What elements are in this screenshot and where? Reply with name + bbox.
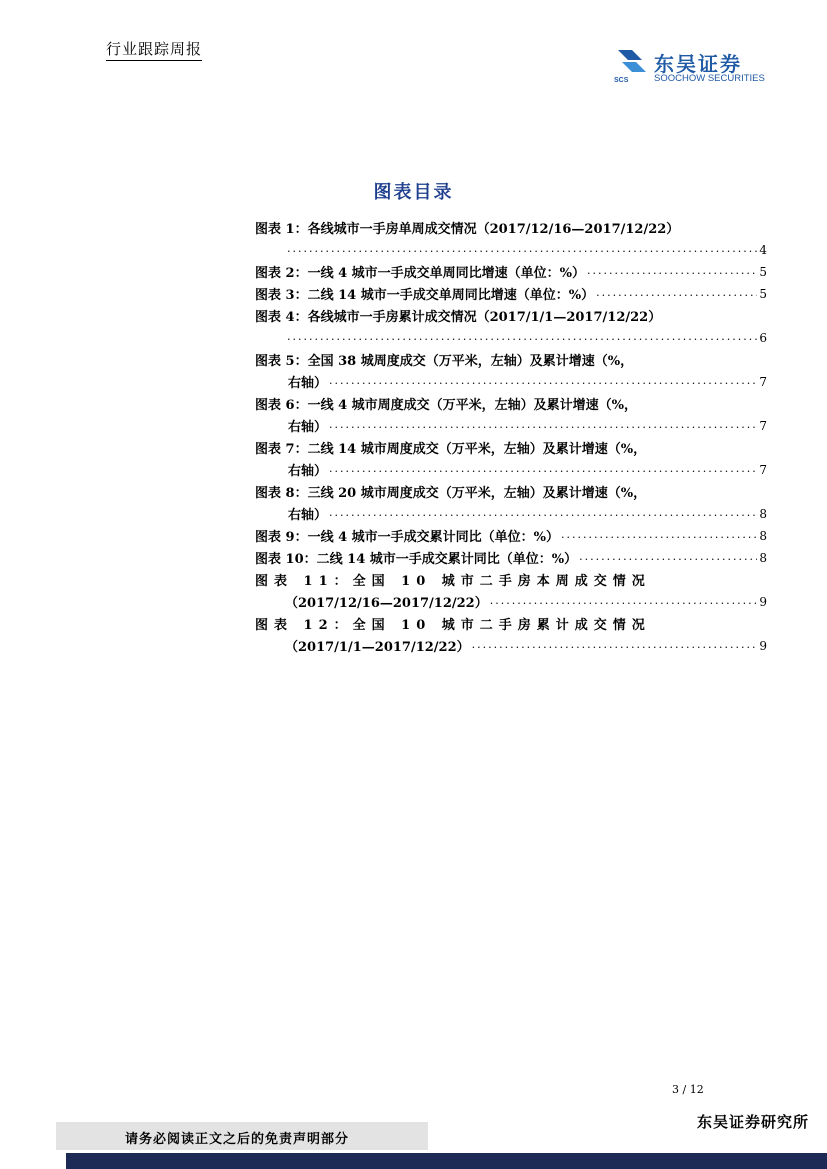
table-of-figures [255, 215, 767, 655]
toc-leader-dots [587, 264, 757, 277]
toc-page-number: 8 [759, 551, 767, 565]
toc-leader-dots [329, 374, 757, 387]
toc-entry-title: 图表 1：各线城市一手房单周成交情况（2017/12/16—2017/12/22） [255, 222, 680, 237]
toc-entry[interactable] [255, 281, 767, 303]
toc-entry[interactable] [255, 611, 767, 655]
toc-entry[interactable] [255, 215, 767, 259]
toc-entry[interactable] [255, 567, 767, 611]
toc-entry-title: 图表 10：二线 14 城市一手成交累计同比（单位：%） [255, 552, 578, 567]
toc-entry-title: 图表 8：三线 20 城市周度成交（万平米，左轴）及累计增速（%， [255, 486, 647, 501]
toc-page-number: 7 [759, 375, 767, 389]
toc-entry-title: 图表 11：全国 10 城市二手房本周成交情况 [255, 574, 651, 589]
toc-leader-dots [472, 638, 758, 651]
toc-page-number: 5 [759, 287, 767, 301]
toc-leader-dots [329, 462, 757, 475]
toc-entry-title-continued: 右轴） [288, 464, 328, 479]
toc-entry-title-continued: 右轴） [288, 420, 328, 435]
toc-page-number: 8 [759, 507, 767, 521]
toc-page-number: 7 [759, 463, 767, 477]
toc-entry-title: 图表 12：全国 10 城市二手房累计成交情况 [255, 618, 651, 633]
toc-page-number: 9 [759, 639, 767, 653]
toc-title: 图表目录 [373, 182, 454, 203]
toc-leader-dots [561, 528, 757, 541]
toc-entry[interactable] [255, 523, 767, 545]
toc-entry-title: 图表 4：各线城市一手房累计成交情况（2017/1/1—2017/12/22） [255, 310, 662, 325]
toc-entry-title-continued: 右轴） [288, 376, 328, 391]
toc-page-number: 9 [759, 595, 767, 609]
footer-organization: 东吴证券研究所 [697, 1113, 810, 1131]
logo-mark-text: SCS [614, 77, 629, 84]
toc-entry-title: 图表 6：一线 4 城市周度成交（万平米，左轴）及累计增速（%， [255, 398, 638, 413]
page-number: 3 / 12 [672, 1083, 704, 1096]
logo-name-en: SOOCHOW SECURITIES [654, 73, 765, 84]
toc-page-number: 5 [759, 265, 767, 279]
toc-page-number: 8 [759, 529, 767, 543]
toc-entry[interactable] [255, 435, 767, 479]
toc-entry-title-continued: （2017/12/16—2017/12/22） [285, 596, 488, 611]
toc-entry-title: 图表 9：一线 4 城市一手成交累计同比（单位：%） [255, 530, 560, 545]
report-type-label: 行业跟踪周报 [106, 38, 202, 61]
toc-entry[interactable] [255, 479, 767, 523]
toc-entry[interactable] [255, 391, 767, 435]
toc-entry[interactable] [255, 303, 767, 347]
toc-page-number: 7 [759, 419, 767, 433]
toc-entry-title-continued: 右轴） [288, 508, 328, 523]
disclaimer-text: 请务必阅读正文之后的免责声明部分 [125, 1132, 350, 1147]
toc-entry[interactable] [255, 347, 767, 391]
logo-name-cn: 东吴证券 [654, 52, 742, 76]
toc-leader-dots [329, 506, 757, 519]
toc-entry-title: 图表 7：二线 14 城市周度成交（万平米，左轴）及累计增速（%， [255, 442, 647, 457]
footer-color-band [66, 1153, 827, 1169]
toc-leader-dots [329, 418, 757, 431]
toc-entry-title: 图表 3：二线 14 城市一手成交单周同比增速（单位：%） [255, 288, 595, 303]
toc-leader-dots [596, 286, 757, 299]
toc-page-number: 4 [759, 243, 767, 257]
soochow-securities-logo [614, 46, 779, 86]
toc-entry-title: 图表 2：一线 4 城市一手成交单周同比增速（单位：%） [255, 266, 586, 281]
toc-entry[interactable] [255, 545, 767, 567]
toc-leader-dots [579, 550, 757, 563]
toc-leader-dots [287, 242, 757, 255]
toc-entry-title: 图表 5：全国 38 城周度成交（万平米，左轴）及累计增速（%， [255, 354, 634, 369]
toc-entry-title-continued: （2017/1/1—2017/12/22） [285, 640, 470, 655]
toc-page-number: 6 [759, 331, 767, 345]
toc-leader-dots [287, 330, 757, 343]
scs-logo-icon [614, 46, 650, 84]
toc-leader-dots [490, 594, 758, 607]
toc-entry[interactable] [255, 259, 767, 281]
